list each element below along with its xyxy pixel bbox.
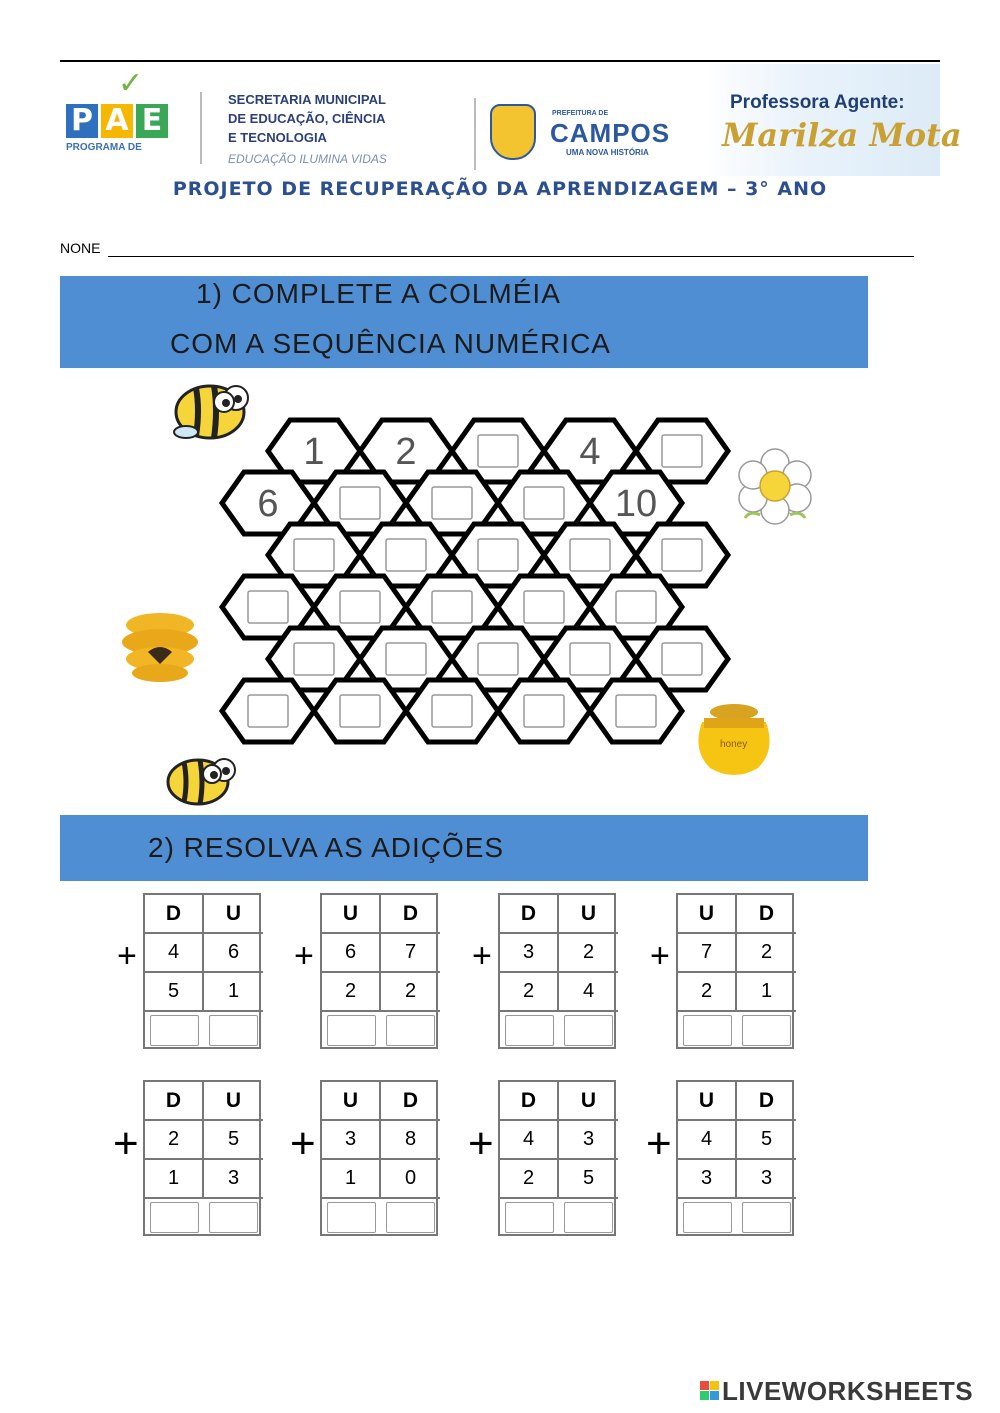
table-header-cell: D xyxy=(737,895,796,934)
honeycomb-cell xyxy=(222,680,314,742)
honeycomb-answer-input[interactable] xyxy=(570,643,610,675)
addition-table xyxy=(498,1080,616,1236)
table-digit-cell: 2 xyxy=(559,934,618,973)
honeycomb-answer-input[interactable] xyxy=(662,435,702,467)
plus-sign: + xyxy=(472,937,492,975)
sum-answer-input[interactable] xyxy=(209,1015,258,1046)
honeycomb-answer-input[interactable] xyxy=(340,591,380,623)
table-digit-cell: 7 xyxy=(678,934,737,973)
pae-letter-a: A xyxy=(101,104,133,138)
honeycomb-answer-input[interactable] xyxy=(432,487,472,519)
honeycomb-cell xyxy=(498,680,590,742)
table-digit-cell: 0 xyxy=(381,1160,440,1199)
campos-prefix: PREFEITURA DE xyxy=(552,110,609,117)
honeycomb-answer-input[interactable] xyxy=(386,539,426,571)
sum-answer-input[interactable] xyxy=(683,1015,732,1046)
honeycomb-answer-input[interactable] xyxy=(616,591,656,623)
table-digit-cell: 1 xyxy=(322,1160,381,1199)
table-digit-cell: 4 xyxy=(678,1121,737,1160)
table-digit-cell: 2 xyxy=(145,1121,204,1160)
addition-table xyxy=(320,893,438,1049)
addition-table xyxy=(676,893,794,1049)
table-digit-cell: 7 xyxy=(381,934,440,973)
honeycomb-cell xyxy=(314,680,406,742)
flower-icon xyxy=(739,449,811,524)
campos-logo-text: CAMPOS xyxy=(550,118,671,148)
table-digit-cell: 3 xyxy=(678,1160,737,1199)
honeycomb-number: 10 xyxy=(614,483,658,525)
table-digit-cell: 8 xyxy=(381,1121,440,1160)
campos-subtitle: UMA NOVA HISTÓRIA xyxy=(566,148,649,157)
honeycomb-answer-input[interactable] xyxy=(524,487,564,519)
project-title: PROJETO DE RECUPERAÇÃO DA APRENDIZAGEM – 3° ANO xyxy=(172,178,828,200)
beehive-icon xyxy=(122,613,198,682)
table-header-cell: U xyxy=(322,895,381,934)
table-header-cell: D xyxy=(145,895,204,934)
honey-jar-label: honey xyxy=(720,739,748,750)
table-digit-cell: 4 xyxy=(145,934,204,973)
sum-answer-input[interactable] xyxy=(327,1015,376,1046)
campos-crest-icon xyxy=(490,104,536,160)
table-digit-cell: 6 xyxy=(204,934,263,973)
pae-letter-e: E xyxy=(136,104,168,138)
sum-answer-input[interactable] xyxy=(150,1202,199,1233)
honeycomb-answer-input[interactable] xyxy=(478,643,518,675)
table-header-cell: D xyxy=(145,1082,204,1121)
badge-square xyxy=(700,1391,709,1400)
table-header-cell: D xyxy=(500,1082,559,1121)
exercise2-title: 2) RESOLVA AS ADIÇÕES xyxy=(148,832,505,863)
honeycomb-answer-input[interactable] xyxy=(386,643,426,675)
honeycomb-answer-input[interactable] xyxy=(478,539,518,571)
secretaria-line: E TECNOLOGIA xyxy=(228,130,327,145)
honeycomb-number: 1 xyxy=(303,431,325,473)
table-header-cell: U xyxy=(559,1082,618,1121)
table-digit-cell: 2 xyxy=(500,973,559,1012)
secretaria-line: SECRETARIA MUNICIPAL xyxy=(228,92,386,107)
plus-sign: + xyxy=(294,937,314,975)
table-digit-cell: 3 xyxy=(322,1121,381,1160)
plus-sign: + xyxy=(113,1119,139,1168)
table-digit-cell: 2 xyxy=(500,1160,559,1199)
sum-answer-input[interactable] xyxy=(150,1015,199,1046)
sum-answer-input[interactable] xyxy=(564,1015,613,1046)
sum-answer-input[interactable] xyxy=(505,1202,554,1233)
table-digit-cell: 5 xyxy=(559,1160,618,1199)
honeycomb-cell xyxy=(590,680,682,742)
badge-square xyxy=(710,1381,719,1390)
table-digit-cell: 2 xyxy=(737,934,796,973)
table-header-cell: U xyxy=(204,895,263,934)
honeycomb xyxy=(0,370,1000,810)
exercise1-title-line2: COM A SEQUÊNCIA NUMÉRICA xyxy=(170,328,611,359)
table-digit-cell: 3 xyxy=(500,934,559,973)
exercise1-title-line1: 1) COMPLETE A COLMÉIA xyxy=(196,278,561,309)
table-header-cell: D xyxy=(381,895,440,934)
honeycomb-answer-input[interactable] xyxy=(432,591,472,623)
table-header-cell: U xyxy=(559,895,618,934)
honeycomb-answer-input[interactable] xyxy=(662,539,702,571)
pae-subtitle: PROGRAMA DE xyxy=(66,142,142,153)
honeycomb-answer-input[interactable] xyxy=(340,695,380,727)
bee-icon xyxy=(168,759,235,804)
sum-answer-input[interactable] xyxy=(386,1015,435,1046)
honey-jar-icon xyxy=(698,704,769,775)
table-header-cell: D xyxy=(500,895,559,934)
secretaria-title xyxy=(228,90,468,147)
addition-table xyxy=(143,1080,261,1236)
header-divider xyxy=(474,98,476,170)
professor-label: Professora Agente: xyxy=(730,92,905,113)
sum-answer-input[interactable] xyxy=(209,1202,258,1233)
table-digit-cell: 5 xyxy=(737,1121,796,1160)
top-rule xyxy=(60,60,940,62)
honeycomb-answer-input[interactable] xyxy=(478,435,518,467)
sum-answer-input[interactable] xyxy=(742,1202,791,1233)
table-digit-cell: 3 xyxy=(559,1121,618,1160)
addition-table xyxy=(143,893,261,1049)
honeycomb-answer-input[interactable] xyxy=(616,695,656,727)
table-header-cell: U xyxy=(678,1082,737,1121)
table-digit-cell: 3 xyxy=(204,1160,263,1199)
table-digit-cell: 1 xyxy=(204,973,263,1012)
name-label: NONE xyxy=(60,240,101,256)
honeycomb-answer-input[interactable] xyxy=(570,539,610,571)
honeycomb-answer-input[interactable] xyxy=(524,695,564,727)
table-header-cell: U xyxy=(204,1082,263,1121)
table-header-cell: D xyxy=(381,1082,440,1121)
sum-answer-input[interactable] xyxy=(683,1202,732,1233)
sum-answer-input[interactable] xyxy=(327,1202,376,1233)
honeycomb-answer-input[interactable] xyxy=(340,487,380,519)
honeycomb-answer-input[interactable] xyxy=(248,591,288,623)
sum-answer-input[interactable] xyxy=(742,1015,791,1046)
pae-letter-p: P xyxy=(66,104,98,138)
plus-sign: + xyxy=(646,1119,672,1168)
table-digit-cell: 2 xyxy=(381,973,440,1012)
checkmark-icon: ✓ xyxy=(118,66,144,101)
addition-table xyxy=(320,1080,438,1236)
liveworksheets-logo-icon xyxy=(700,1381,720,1400)
table-header-cell: U xyxy=(678,895,737,934)
plus-sign: + xyxy=(290,1119,316,1168)
badge-square xyxy=(700,1381,709,1390)
sum-answer-input[interactable] xyxy=(386,1202,435,1233)
professor-name: Marilza Mota xyxy=(722,116,962,154)
table-digit-cell: 2 xyxy=(322,973,381,1012)
table-digit-cell: 2 xyxy=(678,973,737,1012)
name-input-line[interactable] xyxy=(108,256,914,257)
table-digit-cell: 1 xyxy=(145,1160,204,1199)
honeycomb-answer-input[interactable] xyxy=(662,643,702,675)
addition-table xyxy=(498,893,616,1049)
table-header-cell: D xyxy=(737,1082,796,1121)
secretaria-line: DE EDUCAÇÃO, CIÊNCIA xyxy=(228,111,386,126)
header-divider xyxy=(200,92,202,164)
table-digit-cell: 3 xyxy=(737,1160,796,1199)
plus-sign: + xyxy=(650,937,670,975)
honeycomb-number: 4 xyxy=(579,431,601,473)
honeycomb-number: 6 xyxy=(257,483,279,525)
table-digit-cell: 1 xyxy=(737,973,796,1012)
table-digit-cell: 6 xyxy=(322,934,381,973)
table-digit-cell: 5 xyxy=(145,973,204,1012)
addition-table xyxy=(676,1080,794,1236)
secretaria-tagline: EDUCAÇÃO ILUMINA VIDAS xyxy=(228,152,387,166)
table-digit-cell: 4 xyxy=(559,973,618,1012)
honeycomb-answer-input[interactable] xyxy=(294,643,334,675)
table-digit-cell: 5 xyxy=(204,1121,263,1160)
honeycomb-answer-input[interactable] xyxy=(294,539,334,571)
bee-icon xyxy=(174,386,248,438)
badge-square xyxy=(710,1391,719,1400)
sum-answer-input[interactable] xyxy=(505,1015,554,1046)
plus-sign: + xyxy=(117,937,137,975)
plus-sign: + xyxy=(468,1119,494,1168)
honeycomb-answer-input[interactable] xyxy=(248,695,288,727)
honeycomb-cell xyxy=(406,680,498,742)
table-digit-cell: 4 xyxy=(500,1121,559,1160)
honeycomb-number: 2 xyxy=(395,431,417,473)
pae-logo xyxy=(66,72,176,168)
honeycomb-answer-input[interactable] xyxy=(432,695,472,727)
sum-answer-input[interactable] xyxy=(564,1202,613,1233)
honeycomb-answer-input[interactable] xyxy=(524,591,564,623)
table-header-cell: U xyxy=(322,1082,381,1121)
liveworksheets-brand: LIVEWORKSHEETS xyxy=(722,1376,974,1406)
